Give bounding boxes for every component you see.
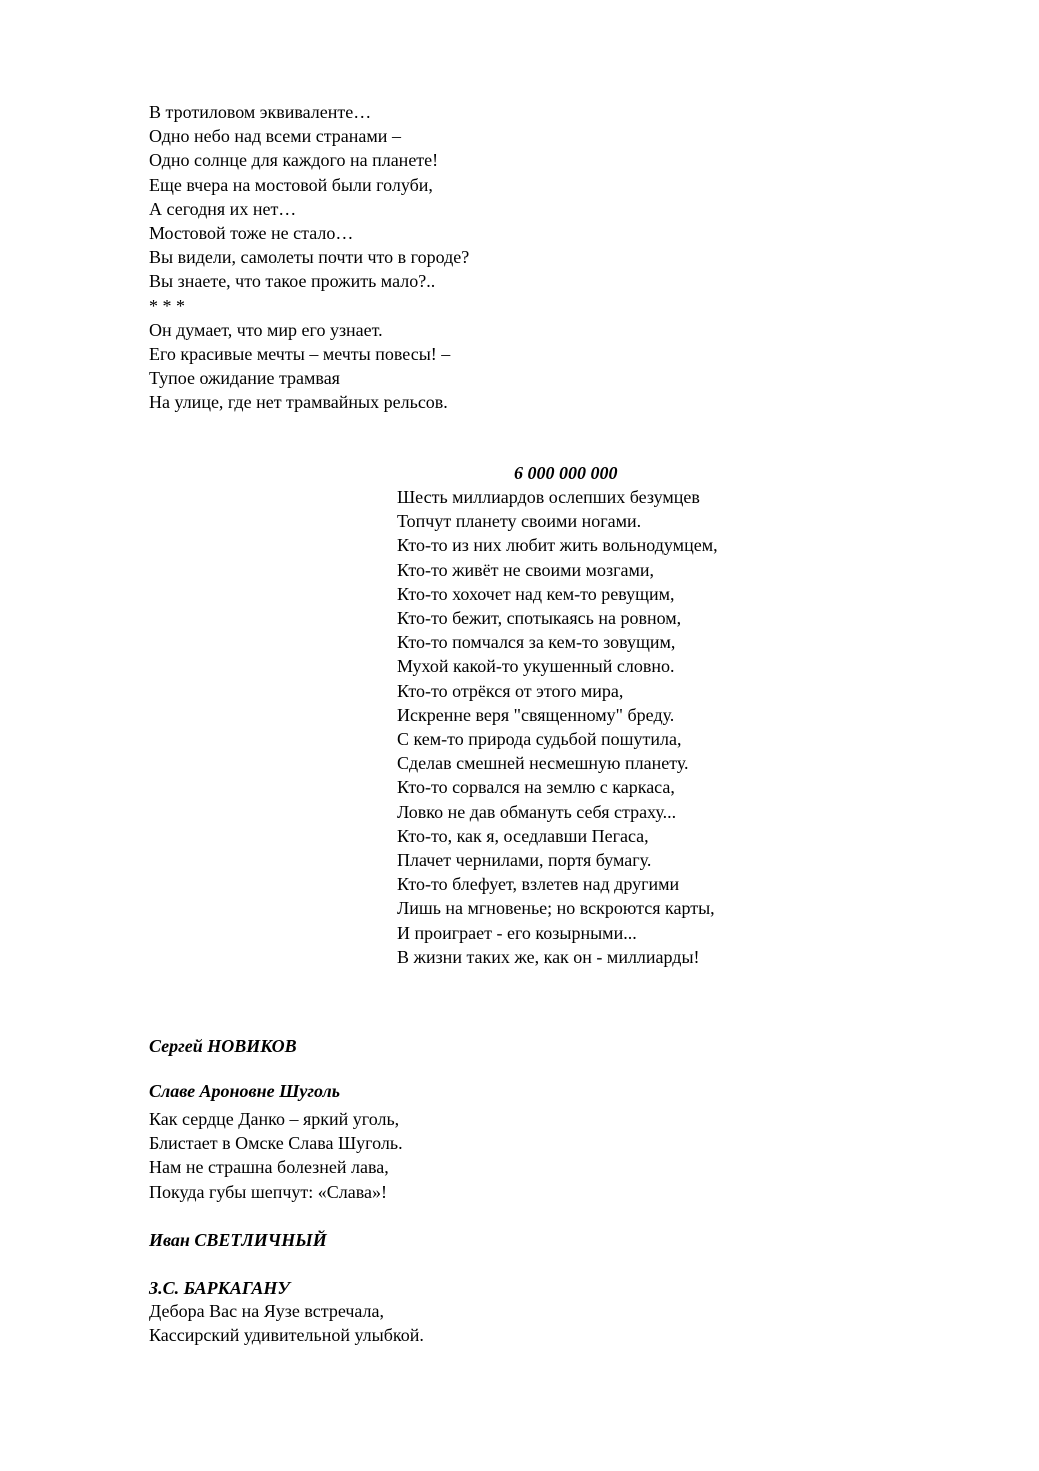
poem-line: Кто-то, как я, оседлавши Пегаса, <box>397 825 649 846</box>
poem-line: Кто-то отрёкся от этого мира, <box>397 680 624 701</box>
poem-line: Одно небо над всеми странами – <box>149 126 401 147</box>
poem-line: Кто-то бежит, спотыкаясь на ровном, <box>397 608 682 629</box>
poem-line: Мостовой тоже не стало… <box>149 223 354 244</box>
poem-line: Кто-то блефует, взлетев над другими <box>397 874 680 895</box>
poem-line: Кто-то хохочет над кем-то ревущим, <box>397 583 675 604</box>
poem-line: Вы видели, самолеты почти что в городе? <box>149 247 470 268</box>
poem-line: Кто-то сорвался на землю с каркаса, <box>397 777 675 798</box>
dedication-title: Славе Ароновне Шуголь <box>149 1081 340 1101</box>
poem-line: С кем-то природа судьбой пошутила, <box>397 729 682 750</box>
poem-line: Одно солнце для каждого на планете! <box>149 150 439 171</box>
poem-dedication-barkagan <box>149 1299 424 1347</box>
poem-line: Его красивые мечты – мечты повесы! – <box>149 344 451 365</box>
poem-line: Кто-то из них любит жить вольнодумцем, <box>397 535 718 556</box>
poem-line: Мухой какой-то укушенный словно. <box>397 656 675 677</box>
poem-line: Топчут планету своими ногами. <box>397 511 642 532</box>
poem-line: Еще вчера на мостовой были голуби, <box>149 174 433 195</box>
poem-line: А сегодня их нет… <box>149 198 297 219</box>
poem-line: В тротиловом эквиваленте… <box>149 102 372 122</box>
poem-line: Нам не страшна болезней лава, <box>149 1157 389 1178</box>
poem-line: Кассирский удивительной улыбкой. <box>149 1325 424 1346</box>
poem-line: Вы знаете, что такое прожить мало?.. <box>149 271 436 292</box>
poem-line: И проиграет - его козырными... <box>397 922 637 943</box>
author-name: Сергей НОВИКОВ <box>149 1036 297 1056</box>
poem-line: Дебора Вас на Яузе встречала, <box>149 1301 385 1321</box>
poem-line: Искренне веря "священному" бреду. <box>397 704 675 725</box>
poem-line: Лишь на мгновенье; но вскроются карты, <box>397 898 715 919</box>
poem-dedication-shugol <box>149 1107 403 1204</box>
poem-line: В жизни таких же, как он - миллиарды! <box>397 946 700 967</box>
poem-line: Покуда губы шепчут: «Слава»! <box>149 1181 388 1202</box>
poem-line: Кто-то помчался за кем-то зовущим, <box>397 632 676 653</box>
dedication-title: З.С. БАРКАГАНУ <box>149 1278 290 1298</box>
stanza-separator: * * * <box>149 295 185 316</box>
poem-line: Кто-то живёт не своими мозгами, <box>397 559 655 580</box>
poem-six-billion <box>397 485 718 969</box>
poem-line: Плачет чернилами, портя бумагу. <box>397 850 652 871</box>
poem-line: Сделав смешней несмешную планету. <box>397 753 689 774</box>
poem-continuation <box>149 100 469 415</box>
poem-line: Как сердце Данко – яркий уголь, <box>149 1109 400 1129</box>
poem-line: Шесть миллиардов ослепших безумцев <box>397 487 700 507</box>
poem-line: Тупое ожидание трамвая <box>149 368 340 389</box>
poem-title: 6 000 000 000 <box>514 463 618 483</box>
author-name: Иван СВЕТЛИЧНЫЙ <box>149 1230 327 1250</box>
poem-line: Ловко не дав обмануть себя страху... <box>397 801 677 822</box>
poem-line: На улице, где нет трамвайных рельсов. <box>149 392 448 413</box>
poem-line: Блистает в Омске Слава Шуголь. <box>149 1133 403 1154</box>
poem-line: Он думает, что мир его узнает. <box>149 319 383 340</box>
